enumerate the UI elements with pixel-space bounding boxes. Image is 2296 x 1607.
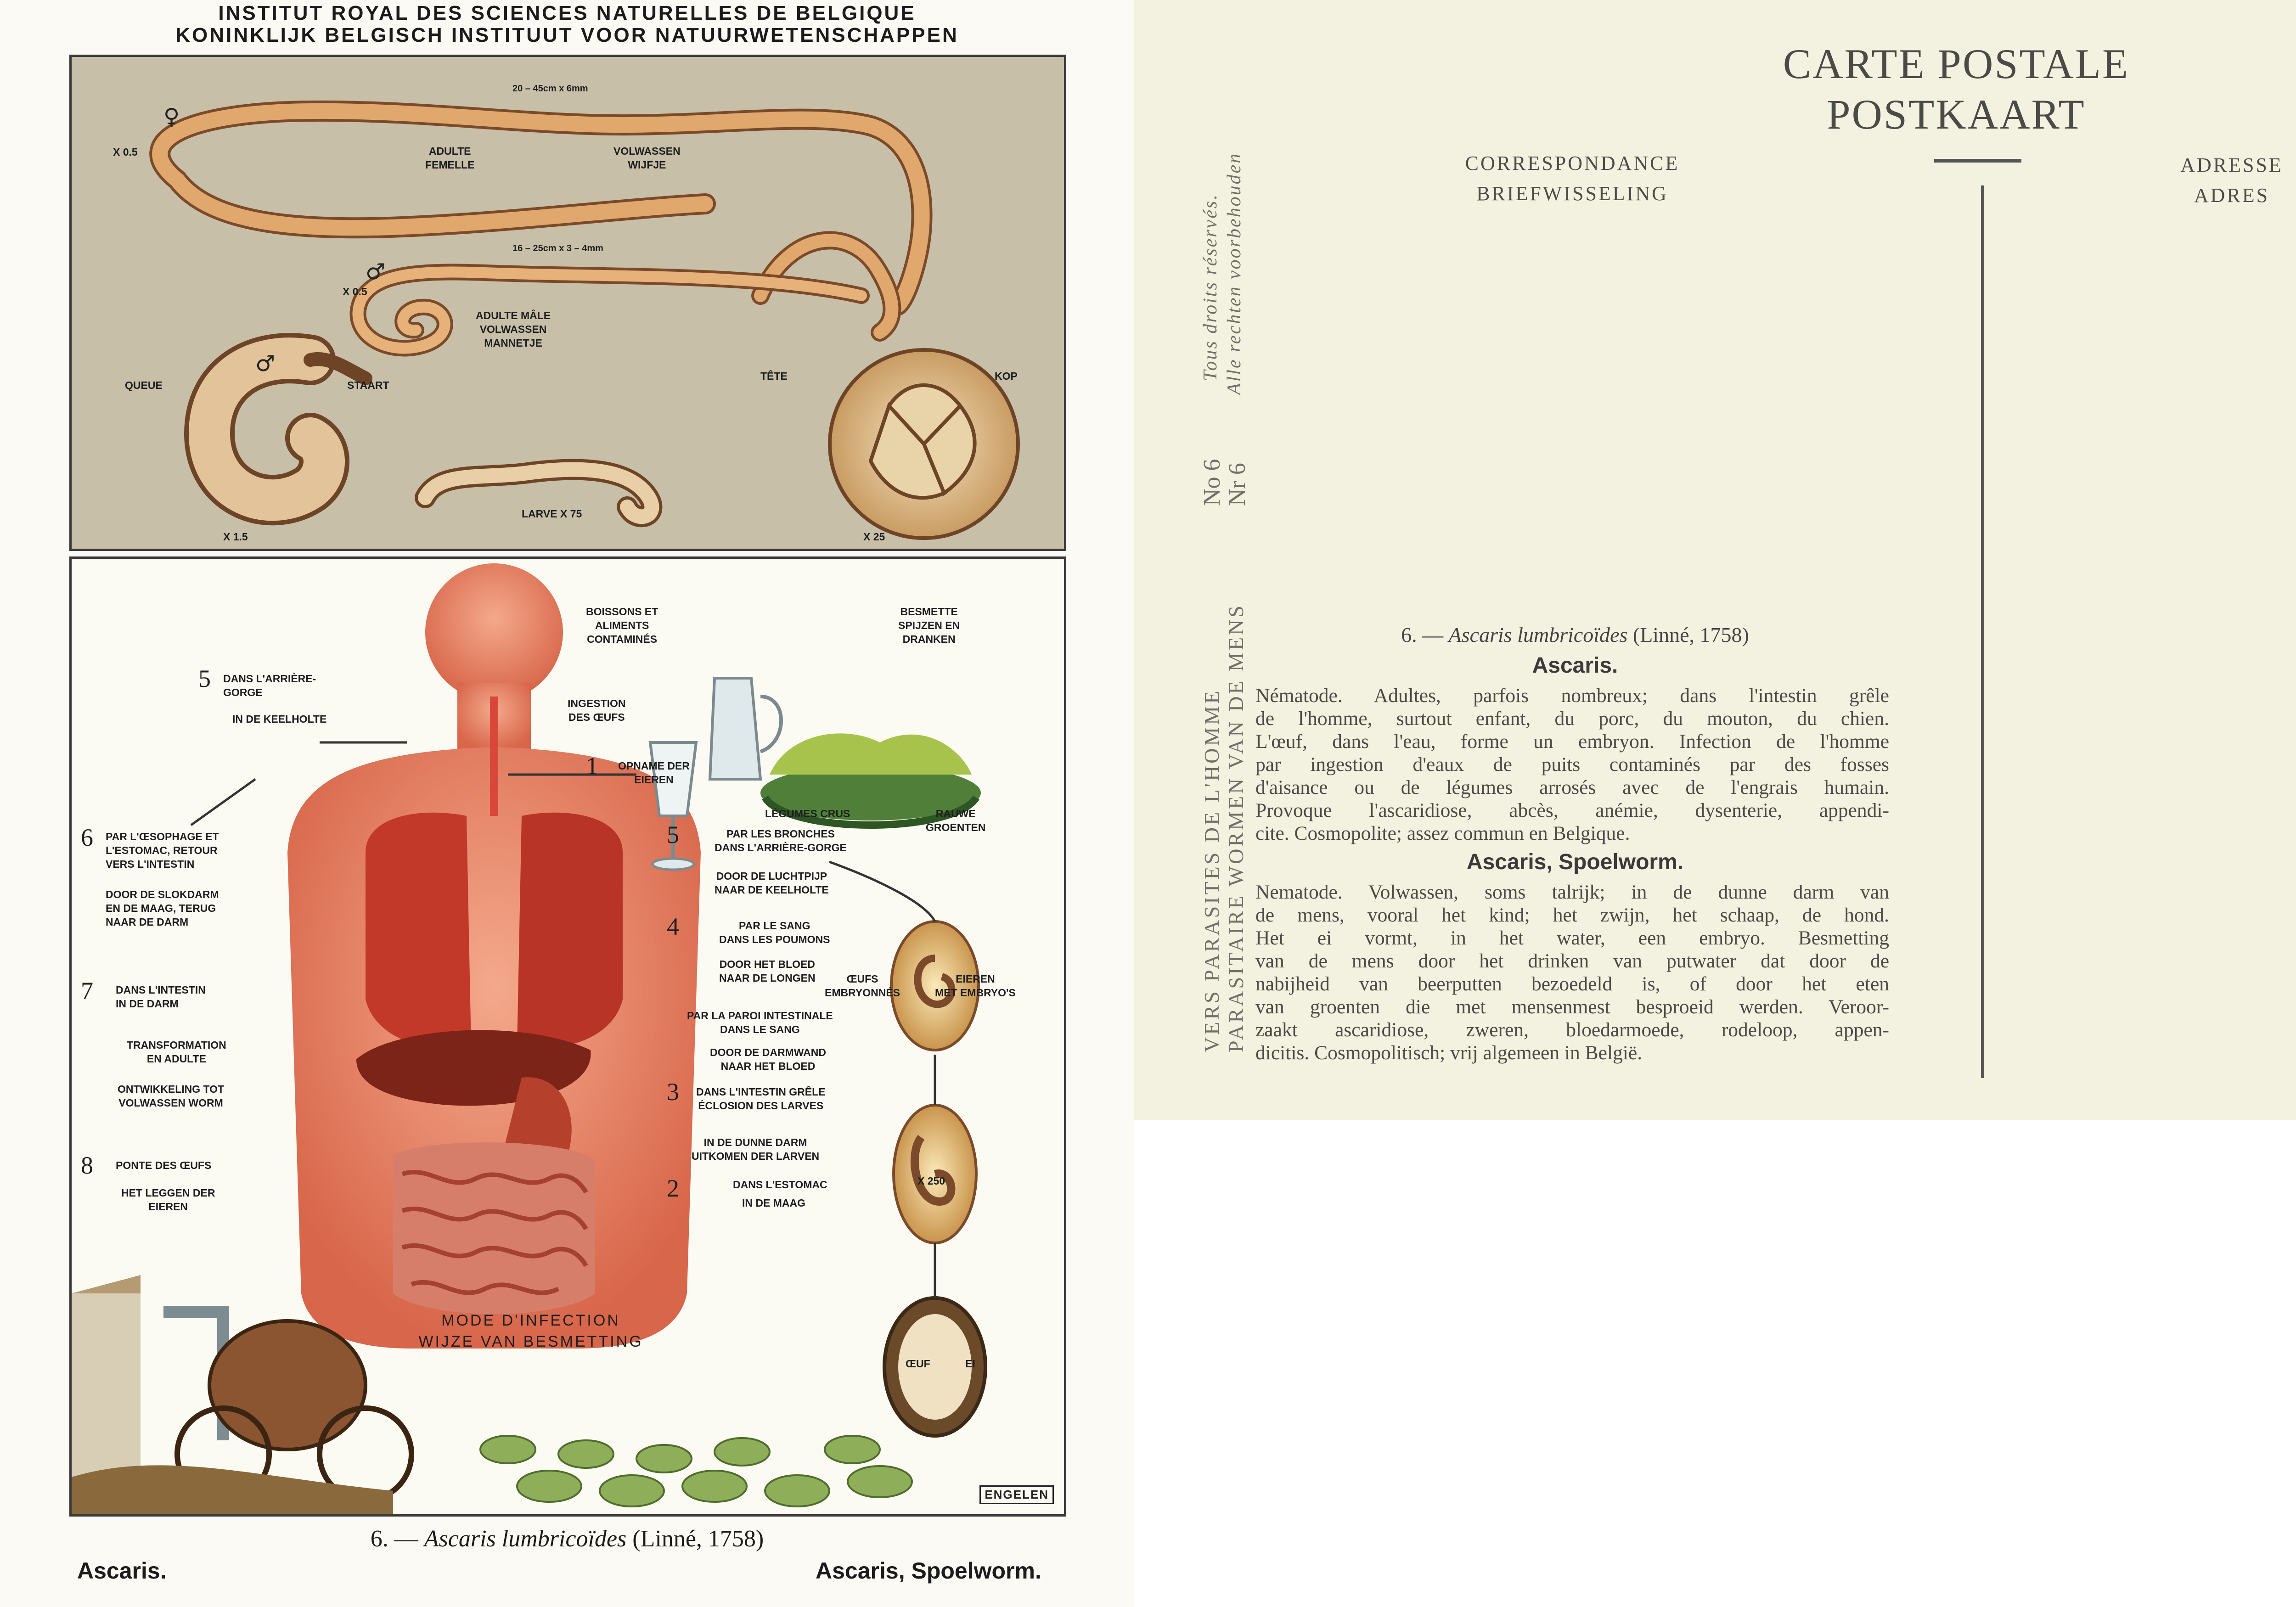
description-nl-line: van groenten die met mensenmest besproeid werden. Veroor- (1255, 996, 1889, 1018)
description-heading-nl: Ascaris, Spoelworm. (1466, 850, 1684, 874)
ingestion-fr-label: INGESTION DES ŒUFS (568, 697, 626, 723)
title-underline (1934, 159, 2021, 163)
card-number-fr: No 6 (1199, 459, 1225, 506)
series-title-nl: PARASITAIRE WORMEN VAN DE MENS (1224, 603, 1248, 1052)
eggs-embryo-nl-label: EIEREN MET EMBRYO'S (935, 973, 1016, 999)
step-2-number: 2 (667, 1174, 679, 1202)
step-4b-fr-label: PAR LA PAROI INTESTINALE DANS LE SANG (687, 1010, 833, 1035)
male-symbol: ♂ (366, 259, 386, 285)
step-4b-nl-label: DOOR DE DARMWAND NAAR HET BLOED (710, 1046, 826, 1072)
description-nl (1255, 881, 1889, 1064)
institute-header-fr: INSTITUT ROYAL DES SCIENCES NATURELLES DE BELGIQUE (218, 2, 916, 24)
step-5-number: 5 (667, 821, 679, 848)
institute-header-nl: KONINKLIJK BELGISCH INSTITUUT VOOR NATUURWETENSCHAPPEN (175, 24, 959, 46)
front-species-caption (0, 1525, 1134, 1552)
front-label-fr: Ascaris. (77, 1558, 167, 1584)
address-label-fr: ADRESSE (2180, 154, 2283, 176)
back-species-caption (1254, 623, 1896, 647)
tail-mag-label: X 1.5 (223, 531, 248, 543)
postcard-title-nl: POSTKAART (1827, 91, 2086, 138)
rights-fr: Tous droits réservés. (1200, 193, 1221, 381)
description-fr-line: cite. Cosmopolite; assez commun en Belgique. (1255, 822, 1630, 844)
back-caption-number: 6. — (1401, 623, 1449, 646)
step-1-number: 1 (586, 752, 598, 780)
description-fr (1255, 684, 1889, 845)
step-2-fr-label: DANS L'ESTOMAC (733, 1179, 827, 1191)
description-fr-line: Provoque l'ascaridiose, abcès, anémie, dysenterie, appendi- (1255, 799, 1889, 821)
ingestion-nl-label: OPNAME DER EIEREN (618, 760, 690, 786)
artist-signature: ENGELEN (979, 1485, 1054, 1504)
worm-head-illustration (830, 350, 1018, 538)
step-4-nl-label: DOOR HET BLOED NAAR DE LONGEN (719, 958, 816, 984)
head-nl-label: KOP (995, 370, 1018, 382)
description-heading-fr: Ascaris. (1532, 653, 1618, 678)
infection-mode-title (393, 1310, 669, 1352)
larva-label: LARVE X 75 (522, 508, 582, 520)
step-3-nl-label: IN DE DUNNE DARM UITKOMEN DER LARVEN (692, 1136, 820, 1162)
vegetable-field (480, 1436, 912, 1506)
description-fr-line: d'aisance ou de légumes arrosés avec de l'engrais humain. (1255, 776, 1889, 798)
card-number-nl: Nr 6 (1224, 463, 1250, 506)
description-nl-line: Het ei vormt, in het water, een embryo. Besmetting (1255, 927, 1889, 949)
step-4-number: 4 (667, 913, 679, 940)
step-8-nl-label: HET LEGGEN DER EIEREN (121, 1187, 215, 1213)
drinks-nl-label: BESMETTE SPIJZEN EN DRANKEN (898, 606, 960, 645)
step-7-transform-nl: ONTWIKKELING TOT VOLWASSEN WORM (118, 1083, 225, 1109)
head-mag-label: X 25 (863, 531, 885, 543)
postcard-title-fr: CARTE POSTALE (1783, 40, 2130, 87)
life-cycle-panel (69, 556, 1066, 1517)
description-fr-line: par ingestion d'eaux de puits contaminés par des fosses (1255, 753, 1889, 775)
step-6-number: 6 (81, 824, 93, 851)
female-symbol: ♀ (163, 104, 180, 129)
rights-nl: Alle rechten voorbehouden (1224, 152, 1245, 395)
step-8-number: 8 (81, 1152, 93, 1179)
head-fr-label: TÊTE (760, 370, 788, 382)
correspondence-label-fr: CORRESPONDANCE (1465, 152, 1680, 174)
specimen-panel (69, 55, 1066, 551)
step-3-fr-label: DANS L'INTESTIN GRÊLE ÉCLOSION DES LARVES (696, 1086, 826, 1112)
description-nl-line: nabijheid van beerputten bezoedeld is, of door het eten (1255, 973, 1889, 995)
male-size-label: 16 – 25cm x 3 – 4mm (512, 243, 603, 253)
correspondence-label-nl: BRIEFWISSELING (1476, 182, 1668, 205)
description-nl-line: dicitis. Cosmopolitisch; vrij algemeen in België. (1255, 1042, 1643, 1064)
female-nl-label: VOLWASSEN WIJFJE (613, 145, 681, 171)
back-caption-species: Ascaris lumbricoïdes (1448, 623, 1628, 646)
male-label: ADULTE MÂLE VOLWASSEN MANNETJE (476, 309, 551, 349)
female-size-label: 20 – 45cm x 6mm (512, 84, 588, 94)
step-7-transform-fr: TRANSFORMATION EN ADULTE (127, 1039, 226, 1065)
description-fr-line: L'œuf, dans l'eau, forme un embryon. Infection de l'homme (1255, 730, 1889, 753)
description-nl-line: zaakt ascaridiose, zweren, bloedarmoede, rodeloop, appen- (1255, 1019, 1889, 1041)
egg-mag-label: X 250 (917, 1175, 945, 1187)
tail-nl-label: STAART (347, 379, 389, 391)
step-5-fr-label: PAR LES BRONCHES DANS L'ARRIÈRE-GORGE (715, 828, 847, 854)
male-tail-illustration (209, 358, 366, 500)
front-caption-species: Ascaris lumbricoïdes (424, 1526, 627, 1552)
postcard-back (1134, 0, 2296, 1120)
step-7-label: DANS L'INTESTIN IN DE DARM (116, 984, 206, 1010)
step-5b-number: 5 (198, 665, 211, 692)
description-nl-line: Nematode. Volwassen, soms talrijk; in de dunne darm van (1255, 881, 1889, 903)
step-8-fr-label: PONTE DES ŒUFS (116, 1159, 212, 1171)
series-title-fr: VERS PARASITES DE L'HOMME (1200, 688, 1223, 1052)
tail-fr-label: QUEUE (125, 379, 163, 391)
female-fr-label: ADULTE FEMELLE (425, 145, 475, 171)
divider-line (1981, 185, 1984, 1078)
step-7-number: 7 (81, 977, 93, 1005)
infection-mode-fr: MODE D'INFECTION (441, 1312, 620, 1329)
step-6-nl-label: DOOR DE SLOKDARM EN DE MAAG, TERUG NAAR DE DARM (106, 888, 219, 928)
postcard-front (0, 0, 1134, 1607)
step-5b-fr-label: DANS L'ARRIÈRE- GORGE (223, 673, 316, 698)
address-label-nl: ADRES (2194, 184, 2270, 207)
male-mag-label: X 0.5 (343, 286, 367, 298)
egg-nl-label: EI (965, 1358, 975, 1370)
description-nl-line: de mens, vooral het kind; het zwijn, het schaap, de hond. (1255, 904, 1889, 926)
human-anatomy (287, 563, 701, 1349)
step-3-number: 3 (667, 1078, 679, 1106)
step-5-nl-label: DOOR DE LUCHTPIJP NAAR DE KEELHOLTE (715, 870, 829, 896)
female-mag-label: X 0.5 (113, 146, 138, 158)
drinks-fr-label: BOISSONS ET ALIMENTS CONTAMINÉS (586, 606, 658, 645)
egg-fr-label: ŒUF (906, 1358, 930, 1370)
description-nl-line: van de mens door het drinken van putwater dat door de (1255, 950, 1889, 972)
tail-symbol: ♂ (255, 351, 276, 376)
vegetables-fr-label: LÉGUMES CRUS (765, 808, 850, 820)
front-caption-author: (Linné, 1758) (626, 1526, 764, 1552)
step-5b-nl-label: IN DE KEELHOLTE (232, 713, 327, 725)
step-4-fr-label: PAR LE SANG DANS LES POUMONS (719, 920, 830, 945)
step-6-fr-label: PAR L'ŒSOPHAGE ET L'ESTOMAC, RETOUR VERS L'INTESTIN (106, 831, 219, 870)
step-2-nl-label: IN DE MAAG (742, 1197, 805, 1209)
back-caption-author: (Linné, 1758) (1627, 623, 1749, 646)
eggs-embryo-fr-label: ŒUFS EMBRYONNÉS (825, 973, 900, 999)
specimen-illustrations (72, 57, 1064, 549)
front-caption-number: 6. — (370, 1526, 424, 1552)
front-label-nl: Ascaris, Spoelworm. (816, 1558, 1041, 1584)
description-fr-line: Nématode. Adultes, parfois nombreux; dans l'intestin grêle (1255, 685, 1889, 707)
infection-mode-nl: WIJZE VAN BESMETTING (418, 1333, 643, 1350)
vegetables-nl-label: RAUWE GROENTEN (926, 808, 986, 833)
description-fr-line: de l'homme, surtout enfant, du porc, du mouton, du chien. (1255, 708, 1889, 730)
